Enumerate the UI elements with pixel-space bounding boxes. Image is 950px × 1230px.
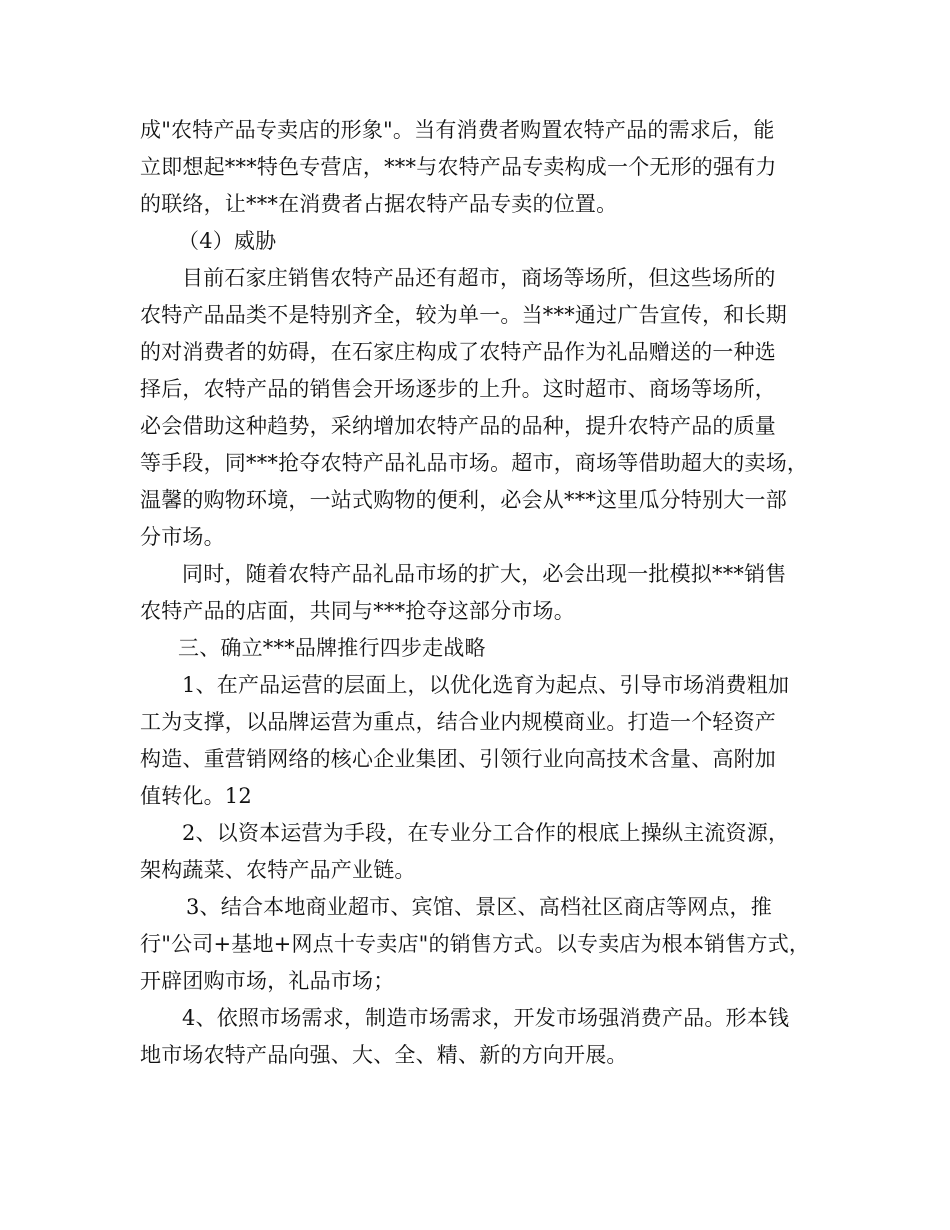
paragraph-line: 温馨的购物环境，一站式购物的便利，必会从***这里瓜分特别大一部 xyxy=(140,488,787,512)
list-item-line: 值转化。12 xyxy=(140,784,252,808)
list-item-line: 行"公司+基地+网点十专卖店"的销售方式。以专卖店为根本销售方式， xyxy=(140,932,811,956)
paragraph-line: 同时，随着农特产品礼品市场的扩大，必会出现一批模拟***销售 xyxy=(182,562,787,586)
paragraph-line: 等手段，同***抢夺农特产品礼品市场。超市，商场等借助超大的卖场， xyxy=(140,451,809,475)
paragraph-line: 目前石家庄销售农特产品还有超市，商场等场所，但这些场所的 xyxy=(182,266,776,290)
list-item-line: 架构蔬菜、农特产品产业链。 xyxy=(140,858,416,882)
list-item-line: 工为支撑，以品牌运营为重点，结合业内规模商业。打造一个轻资产 xyxy=(140,710,776,734)
paragraph-line: 分市场。 xyxy=(140,525,225,549)
paragraph-line: 择后，农特产品的销售会开场逐步的上升。这时超市、商场等场所， xyxy=(140,377,776,401)
section-heading: （4）威胁 xyxy=(178,229,277,253)
list-item-line: 3、结合本地商业超市、宾馆、景区、高档社区商店等网点，推 xyxy=(186,895,772,919)
list-item-line: 2、以资本运营为手段，在专业分工合作的根底上操纵主流资源， xyxy=(182,821,790,845)
paragraph-line: 立即想起***特色专营店，***与农特产品专卖构成一个无形的强有力 xyxy=(140,155,777,179)
list-item-line: 1、在产品运营的层面上，以优化选育为起点、引导市场消费粗加 xyxy=(182,673,790,697)
list-item-line: 地市场农特产品向强、大、全、精、新的方向开展。 xyxy=(140,1043,628,1067)
list-item-line: 4、依照市场需求，制造市场需求，开发市场强消费产品。形本钱 xyxy=(182,1006,790,1030)
paragraph-line: 农特产品品类不是特别齐全，较为单一。当***通过广告宣传，和长期 xyxy=(140,303,787,327)
list-item-line: 开辟团购市场，礼品市场； xyxy=(140,969,395,993)
paragraph-line: 农特产品的店面，共同与***抢夺这部分市场。 xyxy=(140,599,575,623)
paragraph-line: 必会借助这种趋势，采纳增加农特产品的品种，提升农特产品的质量 xyxy=(140,414,776,438)
list-item-line: 构造、重营销网络的核心企业集团、引领行业向高技术含量、高附加 xyxy=(140,747,776,771)
paragraph-line: 的对消费者的妨碍，在石家庄构成了农特产品作为礼品赠送的一种选 xyxy=(140,340,776,364)
paragraph-line: 的联络，让***在消费者占据农特产品专卖的位置。 xyxy=(140,192,618,216)
section-heading: 三、确立***品牌推行四步走战略 xyxy=(178,636,486,660)
paragraph-line: 成"农特产品专卖店的形象"。当有消费者购置农特产品的需求后，能 xyxy=(140,118,775,142)
